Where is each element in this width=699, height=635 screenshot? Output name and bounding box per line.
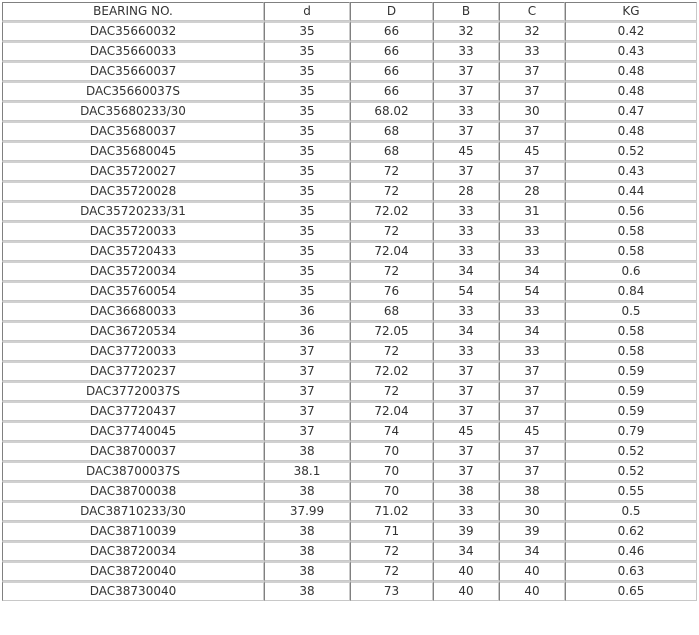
cell-d: 37.99 [264, 501, 350, 521]
cell-outer-d: 66 [350, 41, 433, 61]
cell-d: 35 [264, 281, 350, 301]
cell-c: 39 [499, 521, 565, 541]
cell-d: 37 [264, 381, 350, 401]
cell-bearing-no: DAC35660037 [2, 61, 264, 81]
cell-kg: 0.43 [565, 161, 697, 181]
cell-b: 34 [433, 261, 499, 281]
cell-outer-d: 72 [350, 221, 433, 241]
cell-bearing-no: DAC35720033 [2, 221, 264, 241]
cell-outer-d: 68.02 [350, 101, 433, 121]
cell-outer-d: 72.02 [350, 201, 433, 221]
table-row [2, 61, 697, 81]
cell-bearing-no: DAC38710233/30 [2, 501, 264, 521]
cell-bearing-no: DAC38700037S [2, 461, 264, 481]
cell-kg: 0.48 [565, 121, 697, 141]
cell-b: 45 [433, 141, 499, 161]
cell-c: 34 [499, 321, 565, 341]
cell-c: 30 [499, 501, 565, 521]
cell-c: 37 [499, 461, 565, 481]
cell-c: 37 [499, 81, 565, 101]
cell-b: 45 [433, 421, 499, 441]
cell-kg: 0.52 [565, 141, 697, 161]
cell-b: 33 [433, 341, 499, 361]
cell-outer-d: 72.02 [350, 361, 433, 381]
cell-d: 35 [264, 101, 350, 121]
cell-d: 35 [264, 221, 350, 241]
cell-outer-d: 66 [350, 61, 433, 81]
cell-d: 35 [264, 61, 350, 81]
cell-kg: 0.59 [565, 401, 697, 421]
cell-b: 32 [433, 21, 499, 41]
cell-kg: 0.46 [565, 541, 697, 561]
cell-bearing-no: DAC35680233/30 [2, 101, 264, 121]
cell-outer-d: 72 [350, 261, 433, 281]
cell-d: 36 [264, 301, 350, 321]
cell-c: 54 [499, 281, 565, 301]
cell-kg: 0.59 [565, 381, 697, 401]
cell-d: 37 [264, 401, 350, 421]
cell-c: 40 [499, 561, 565, 581]
cell-outer-d: 72 [350, 181, 433, 201]
cell-d: 35 [264, 201, 350, 221]
cell-outer-d: 72 [350, 161, 433, 181]
cell-kg: 0.62 [565, 521, 697, 541]
cell-kg: 0.56 [565, 201, 697, 221]
cell-outer-d: 66 [350, 81, 433, 101]
cell-outer-d: 71.02 [350, 501, 433, 521]
table-row [2, 541, 697, 561]
table-row [2, 201, 697, 221]
cell-bearing-no: DAC38720034 [2, 541, 264, 561]
cell-d: 35 [264, 181, 350, 201]
table-row [2, 421, 697, 441]
cell-d: 35 [264, 241, 350, 261]
cell-c: 31 [499, 201, 565, 221]
table-row [2, 401, 697, 421]
table-row [2, 441, 697, 461]
table-body [2, 2, 697, 601]
cell-b: 37 [433, 61, 499, 81]
cell-kg: 0.44 [565, 181, 697, 201]
cell-c: 32 [499, 21, 565, 41]
cell-b: 37 [433, 401, 499, 421]
cell-outer-d: 73 [350, 581, 433, 601]
cell-outer-d: 76 [350, 281, 433, 301]
table-row [2, 301, 697, 321]
cell-d: 35 [264, 141, 350, 161]
cell-outer-d: 72 [350, 341, 433, 361]
cell-kg: 0.63 [565, 561, 697, 581]
cell-bearing-no: DAC37740045 [2, 421, 264, 441]
cell-c: 45 [499, 421, 565, 441]
header-d: d [264, 2, 350, 21]
cell-bearing-no: DAC38720040 [2, 561, 264, 581]
cell-c: 37 [499, 441, 565, 461]
cell-d: 38 [264, 581, 350, 601]
cell-d: 38 [264, 441, 350, 461]
cell-kg: 0.42 [565, 21, 697, 41]
header-c: C [499, 2, 565, 21]
cell-bearing-no: DAC37720437 [2, 401, 264, 421]
cell-b: 33 [433, 41, 499, 61]
cell-bearing-no: DAC35680045 [2, 141, 264, 161]
cell-c: 33 [499, 241, 565, 261]
cell-kg: 0.79 [565, 421, 697, 441]
cell-bearing-no: DAC37720037S [2, 381, 264, 401]
cell-c: 38 [499, 481, 565, 501]
table-row [2, 181, 697, 201]
cell-kg: 0.84 [565, 281, 697, 301]
cell-kg: 0.52 [565, 441, 697, 461]
cell-c: 37 [499, 381, 565, 401]
cell-kg: 0.58 [565, 241, 697, 261]
table-row [2, 81, 697, 101]
cell-outer-d: 72.04 [350, 401, 433, 421]
table-row [2, 101, 697, 121]
cell-bearing-no: DAC37720033 [2, 341, 264, 361]
cell-b: 37 [433, 441, 499, 461]
table-row [2, 361, 697, 381]
cell-c: 40 [499, 581, 565, 601]
cell-kg: 0.43 [565, 41, 697, 61]
cell-bearing-no: DAC35720028 [2, 181, 264, 201]
cell-c: 37 [499, 161, 565, 181]
cell-kg: 0.5 [565, 301, 697, 321]
cell-c: 37 [499, 61, 565, 81]
table-row [2, 521, 697, 541]
cell-d: 37 [264, 361, 350, 381]
table-row [2, 581, 697, 601]
cell-bearing-no: DAC36680033 [2, 301, 264, 321]
cell-kg: 0.5 [565, 501, 697, 521]
cell-d: 38 [264, 481, 350, 501]
cell-d: 35 [264, 161, 350, 181]
cell-bearing-no: DAC35720034 [2, 261, 264, 281]
cell-d: 35 [264, 81, 350, 101]
cell-d: 38 [264, 561, 350, 581]
table-row [2, 161, 697, 181]
cell-kg: 0.58 [565, 341, 697, 361]
table-row [2, 481, 697, 501]
table-row [2, 461, 697, 481]
bearing-spec-table [2, 2, 697, 601]
cell-bearing-no: DAC35660032 [2, 21, 264, 41]
cell-d: 38 [264, 541, 350, 561]
cell-kg: 0.48 [565, 61, 697, 81]
table-row [2, 501, 697, 521]
cell-c: 34 [499, 541, 565, 561]
cell-c: 37 [499, 401, 565, 421]
cell-outer-d: 70 [350, 461, 433, 481]
cell-bearing-no: DAC35660037S [2, 81, 264, 101]
cell-d: 38 [264, 521, 350, 541]
cell-c: 34 [499, 261, 565, 281]
cell-bearing-no: DAC35720027 [2, 161, 264, 181]
cell-b: 33 [433, 221, 499, 241]
cell-kg: 0.58 [565, 221, 697, 241]
cell-bearing-no: DAC38730040 [2, 581, 264, 601]
cell-b: 37 [433, 81, 499, 101]
cell-bearing-no: DAC38700038 [2, 481, 264, 501]
cell-bearing-no: DAC38710039 [2, 521, 264, 541]
cell-outer-d: 66 [350, 21, 433, 41]
cell-outer-d: 68 [350, 141, 433, 161]
cell-b: 34 [433, 321, 499, 341]
cell-b: 37 [433, 461, 499, 481]
cell-outer-d: 72.04 [350, 241, 433, 261]
table-row [2, 221, 697, 241]
cell-d: 36 [264, 321, 350, 341]
cell-b: 37 [433, 161, 499, 181]
cell-outer-d: 70 [350, 441, 433, 461]
cell-outer-d: 68 [350, 301, 433, 321]
cell-b: 28 [433, 181, 499, 201]
cell-outer-d: 72 [350, 561, 433, 581]
cell-bearing-no: DAC35720233/31 [2, 201, 264, 221]
cell-kg: 0.52 [565, 461, 697, 481]
cell-outer-d: 72 [350, 381, 433, 401]
cell-kg: 0.6 [565, 261, 697, 281]
cell-outer-d: 74 [350, 421, 433, 441]
table-row [2, 21, 697, 41]
cell-outer-d: 71 [350, 521, 433, 541]
cell-b: 37 [433, 121, 499, 141]
cell-bearing-no: DAC36720534 [2, 321, 264, 341]
cell-bearing-no: DAC35660033 [2, 41, 264, 61]
cell-d: 38.1 [264, 461, 350, 481]
cell-c: 30 [499, 101, 565, 121]
cell-c: 37 [499, 361, 565, 381]
cell-b: 34 [433, 541, 499, 561]
cell-bearing-no: DAC37720237 [2, 361, 264, 381]
cell-c: 45 [499, 141, 565, 161]
cell-c: 28 [499, 181, 565, 201]
table-row [2, 321, 697, 341]
table-row [2, 41, 697, 61]
table-row [2, 241, 697, 261]
table-row [2, 561, 697, 581]
cell-d: 37 [264, 421, 350, 441]
cell-bearing-no: DAC35680037 [2, 121, 264, 141]
cell-b: 33 [433, 301, 499, 321]
cell-bearing-no: DAC35720433 [2, 241, 264, 261]
cell-b: 40 [433, 581, 499, 601]
cell-outer-d: 72.05 [350, 321, 433, 341]
cell-c: 33 [499, 221, 565, 241]
table-row [2, 141, 697, 161]
header-b: B [433, 2, 499, 21]
cell-kg: 0.48 [565, 81, 697, 101]
cell-c: 33 [499, 341, 565, 361]
table-row [2, 261, 697, 281]
table-row [2, 381, 697, 401]
cell-b: 38 [433, 481, 499, 501]
cell-kg: 0.47 [565, 101, 697, 121]
cell-kg: 0.65 [565, 581, 697, 601]
cell-b: 33 [433, 101, 499, 121]
header-row [2, 2, 697, 21]
cell-outer-d: 68 [350, 121, 433, 141]
table-row [2, 281, 697, 301]
cell-kg: 0.59 [565, 361, 697, 381]
cell-c: 37 [499, 121, 565, 141]
table-row [2, 121, 697, 141]
cell-outer-d: 70 [350, 481, 433, 501]
cell-kg: 0.58 [565, 321, 697, 341]
header-kg: KG [565, 2, 697, 21]
header-outer-d: D [350, 2, 433, 21]
cell-d: 35 [264, 41, 350, 61]
cell-bearing-no: DAC38700037 [2, 441, 264, 461]
table-row [2, 341, 697, 361]
cell-d: 35 [264, 261, 350, 281]
cell-d: 35 [264, 121, 350, 141]
cell-outer-d: 72 [350, 541, 433, 561]
cell-c: 33 [499, 41, 565, 61]
cell-b: 54 [433, 281, 499, 301]
header-bearing-no: BEARING NO. [2, 2, 264, 21]
cell-c: 33 [499, 301, 565, 321]
cell-d: 37 [264, 341, 350, 361]
cell-kg: 0.55 [565, 481, 697, 501]
cell-b: 40 [433, 561, 499, 581]
cell-b: 33 [433, 501, 499, 521]
cell-d: 35 [264, 21, 350, 41]
cell-b: 37 [433, 361, 499, 381]
cell-b: 37 [433, 381, 499, 401]
cell-bearing-no: DAC35760054 [2, 281, 264, 301]
cell-b: 33 [433, 201, 499, 221]
cell-b: 39 [433, 521, 499, 541]
cell-b: 33 [433, 241, 499, 261]
